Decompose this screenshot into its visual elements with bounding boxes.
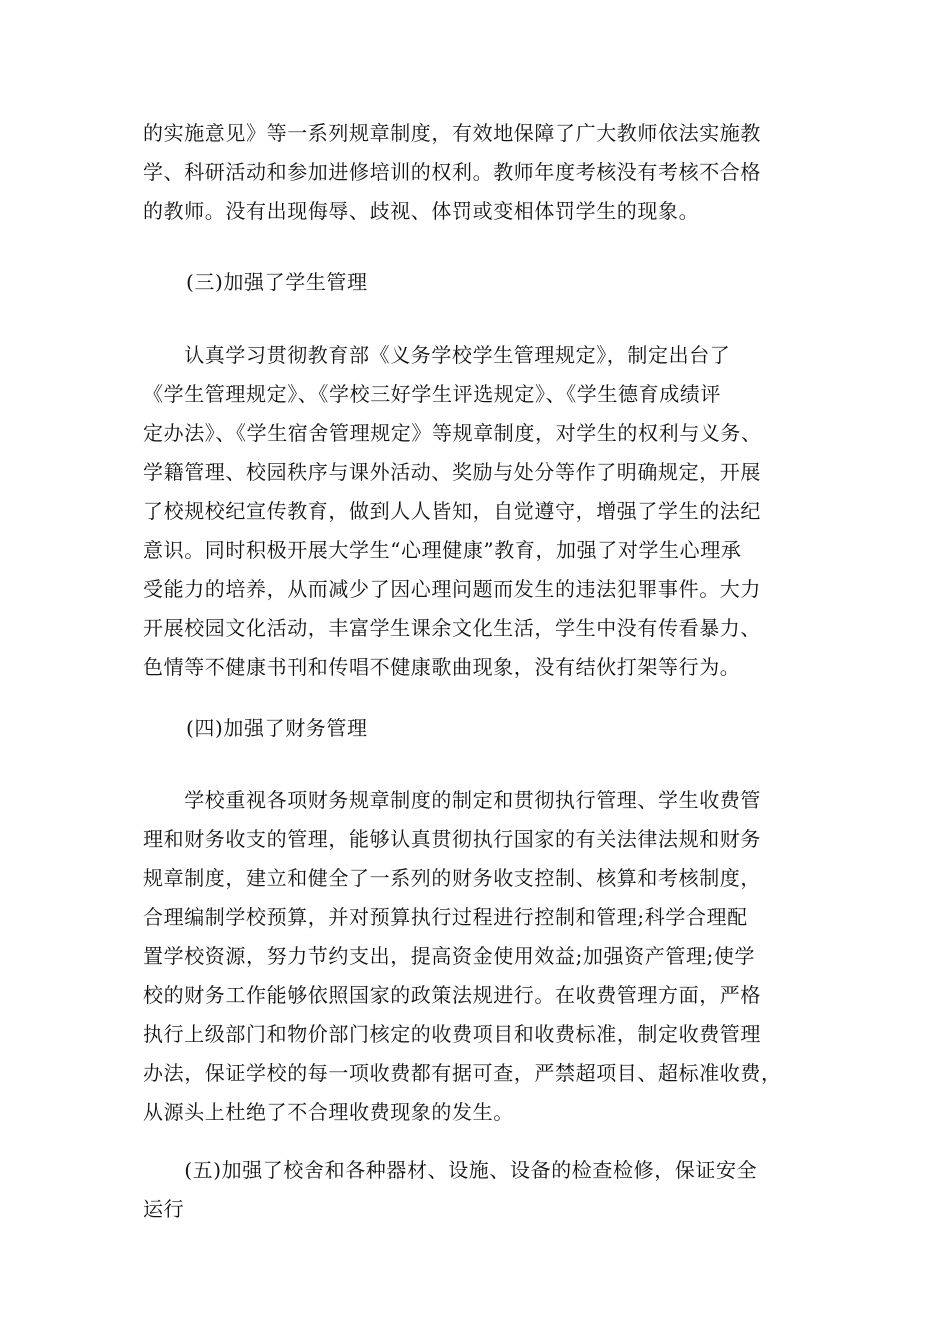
body-text-line: 色情等不健康书刊和传唱不健康歌曲现象，没有结伙打架等行为。 xyxy=(143,655,741,679)
body-text-line: 学校重视各项财务规章制度的制定和贯彻执行管理、学生收费管 xyxy=(143,788,761,812)
section-heading: (三)加强了学生管理 xyxy=(186,270,368,294)
body-text-line: 的教师。没有出现侮辱、歧视、体罚或变相体罚学生的现象。 xyxy=(143,199,700,223)
body-text-line: 意识。同时积极开展大学生“心理健康”教育，加强了对学生心理承 xyxy=(143,538,742,562)
body-text-line: 受能力的培养，从而减少了因心理问题而发生的违法犯罪事件。大力 xyxy=(143,577,761,601)
section-heading: (四)加强了财务管理 xyxy=(186,716,368,740)
body-text-line: 理和财务收支的管理，能够认真贯彻执行国家的有关法律法规和财务 xyxy=(143,827,761,851)
body-text-line: 定办法》、《学生宿舍管理规定》等规章制度，对学生的权利与义务、 xyxy=(143,421,762,445)
body-text-line: 置学校资源，努力节约支出，提高资金使用效益;加强资产管理;使学 xyxy=(143,944,756,968)
body-text-line: 从源头上杜绝了不合理收费现象的发生。 xyxy=(143,1100,514,1124)
section-heading: (五)加强了校舍和各种器材、设施、设备的检查检修，保证安全 xyxy=(143,1158,758,1182)
body-text-line: 办法，保证学校的每一项收费都有据可查，严禁超项目、超标准收费， xyxy=(143,1061,782,1085)
body-text-line: 《学生管理规定》、《学校三好学生评选规定》、《学生德育成绩评 xyxy=(143,382,721,406)
body-text-line: 规章制度，建立和健全了一系列的财务收支控制、核算和考核制度， xyxy=(143,866,761,890)
body-text-line: 了校规校纪宣传教育，做到人人皆知，自觉遵守，增强了学生的法纪 xyxy=(143,499,761,523)
body-text-line: 的实施意见》等一系列规章制度，有效地保障了广大教师依法实施教 xyxy=(143,121,761,145)
body-text-line: 校的财务工作能够依照国家的政策法规进行。在收费管理方面，严格 xyxy=(143,983,761,1007)
body-text-line: 开展校园文化活动，丰富学生课余文化生活，学生中没有传看暴力、 xyxy=(143,616,761,640)
body-text-line: 认真学习贯彻教育部《义务学校学生管理规定》，制定出台了 xyxy=(143,343,731,367)
body-text-line: 学、科研活动和参加进修培训的权利。教师年度考核没有考核不合格 xyxy=(143,160,761,184)
section-heading-continuation: 运行 xyxy=(143,1197,185,1221)
body-text-line: 学籍管理、校园秩序与课外活动、奖励与处分等作了明确规定，开展 xyxy=(143,460,761,484)
body-text-line: 合理编制学校预算，并对预算执行过程进行控制和管理;科学合理配 xyxy=(143,905,748,929)
body-text-line: 执行上级部门和物价部门核定的收费项目和收费标准，制定收费管理 xyxy=(143,1022,761,1046)
